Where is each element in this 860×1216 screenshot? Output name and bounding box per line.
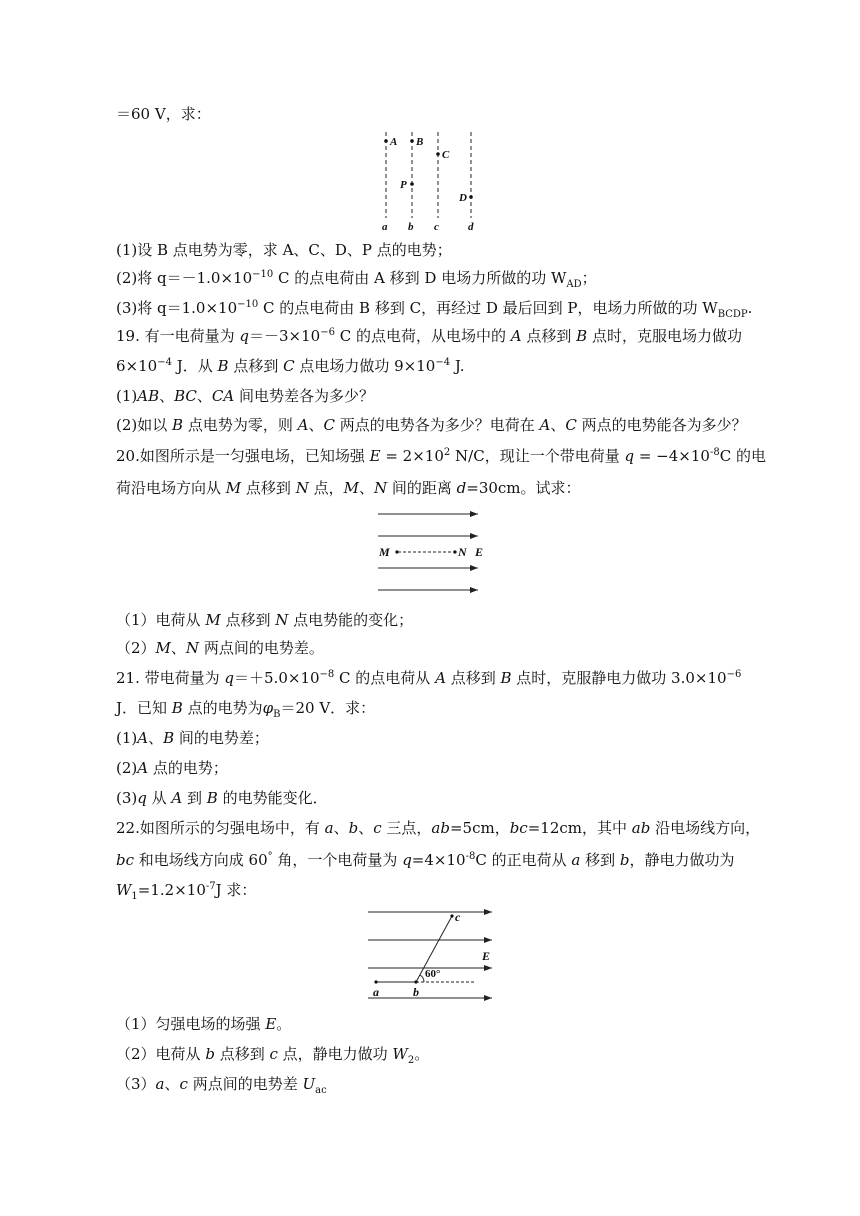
- var: B: [500, 669, 512, 687]
- text: 点移到: [214, 1045, 270, 1063]
- text: 角，一个电荷量为: [272, 851, 403, 869]
- text: (2)将 q＝－1.0×10: [116, 269, 253, 287]
- label-field-e: E: [475, 545, 484, 559]
- text: (2)如以: [116, 416, 173, 434]
- superscript: °: [267, 851, 273, 862]
- text: 点时，克服静电力做功 3.0×10: [511, 669, 727, 687]
- text: =30cm。试求：: [466, 479, 581, 497]
- text: 点的电势为: [182, 699, 263, 717]
- text: C 的点电荷由 A 移到 D 电场力所做的功 W: [273, 269, 567, 287]
- text: 、: [148, 729, 164, 747]
- text: 点，静电力做功: [277, 1045, 393, 1063]
- text: 和电场线方向成 60: [134, 851, 268, 869]
- var: q: [624, 447, 635, 465]
- subscript: AD: [566, 279, 582, 290]
- text-line-15: [116, 728, 269, 748]
- text: C 的点电荷由 B 移到 C，再经过 D 最后回到 P，电场力所做的功 W: [258, 299, 718, 317]
- text: C 的正电荷从: [475, 851, 572, 869]
- text: 、: [196, 387, 212, 405]
- text: ＝＋5.0×10: [234, 669, 320, 687]
- text: ，静电力做功为: [629, 851, 735, 869]
- text-line-19: [116, 850, 734, 870]
- text: 点电势为零，则: [183, 416, 298, 434]
- figure-uniform-field-mn: [374, 506, 494, 598]
- label-point-b: b: [413, 985, 419, 999]
- superscript: -8: [465, 851, 476, 862]
- var: N: [185, 639, 200, 657]
- var: c: [269, 1045, 278, 1063]
- text-line-7: [116, 386, 374, 406]
- text: 移到: [580, 851, 620, 869]
- label-point-c: c: [455, 910, 461, 924]
- text: （1）电荷从: [116, 611, 206, 629]
- var: φ: [262, 699, 274, 717]
- text-line-11: [116, 610, 413, 630]
- text: = −4×10: [634, 447, 710, 465]
- var: M: [225, 479, 242, 497]
- var: q: [402, 851, 412, 869]
- text: 点移到: [445, 669, 501, 687]
- text: 、: [333, 819, 349, 837]
- text: 两点间的电势差。: [199, 639, 324, 657]
- text: 、: [308, 416, 324, 434]
- text-line-18: [116, 818, 760, 838]
- text-line-23: [116, 1074, 327, 1094]
- var: B: [217, 357, 229, 375]
- text: (3)将 q＝1.0×10: [116, 299, 238, 317]
- var: U: [302, 1075, 316, 1093]
- text: 21. 带电荷量为: [116, 669, 225, 687]
- text: ＝60 V，求：: [116, 105, 211, 123]
- text: 6×10: [116, 357, 158, 375]
- var: b: [205, 1045, 215, 1063]
- text: C 的点电荷从: [334, 669, 436, 687]
- var: N: [295, 479, 309, 497]
- label-line-b: b: [408, 221, 414, 233]
- var: M: [205, 611, 221, 629]
- var: C: [323, 416, 335, 434]
- text: 点，: [308, 479, 344, 497]
- var: b: [619, 851, 630, 869]
- text-line-17: [116, 788, 328, 808]
- text-line-8: [116, 415, 747, 435]
- text-line-2: [116, 240, 452, 260]
- superscript: −6: [726, 669, 742, 680]
- var: E: [369, 447, 381, 465]
- var: A: [137, 729, 149, 747]
- var: A: [171, 789, 183, 807]
- var: q: [137, 789, 147, 807]
- var: a: [571, 851, 581, 869]
- text: 、: [159, 387, 175, 405]
- text: C 的点电荷，从电场中的: [334, 327, 511, 345]
- text-line-13: [116, 668, 741, 688]
- text: 点移到: [241, 479, 296, 497]
- text: （1）匀强电场的场强: [116, 1015, 266, 1033]
- text-line-10: [116, 478, 581, 498]
- text: 间的电势差；: [174, 729, 269, 747]
- text: 点的电势；: [148, 759, 228, 777]
- text: = 2×10: [380, 447, 444, 465]
- label-point-a: a: [373, 985, 379, 999]
- text: 点移到: [228, 357, 284, 375]
- text: 间的距离: [387, 479, 457, 497]
- subscript: 2: [407, 1055, 415, 1066]
- text: J 求：: [215, 881, 257, 899]
- label-point-m: M: [379, 545, 390, 559]
- var: ab: [631, 819, 651, 837]
- text: （3）: [116, 1075, 156, 1093]
- text: 、: [164, 1075, 180, 1093]
- var: bc: [509, 819, 528, 837]
- text: C 的电: [719, 447, 766, 465]
- text: (1): [116, 729, 138, 747]
- subscript: ac: [315, 1085, 327, 1096]
- var: BC: [174, 387, 197, 405]
- label-line-d: d: [468, 221, 474, 233]
- var: a: [324, 819, 334, 837]
- label-point-p: P: [400, 179, 407, 191]
- text: 、: [358, 479, 374, 497]
- label-line-a: a: [382, 221, 388, 233]
- text: (1)设 B 点电势为零，求 A、C、D、P 点的电势；: [116, 241, 452, 259]
- superscript: -8: [709, 447, 720, 458]
- var: B: [172, 416, 184, 434]
- text: ；: [581, 269, 597, 287]
- var: bc: [116, 851, 135, 869]
- var: C: [565, 416, 577, 434]
- var: AB: [137, 387, 160, 405]
- text: N/C，现让一个带电荷量: [450, 447, 625, 465]
- text-line-6: [116, 356, 464, 376]
- var: c: [373, 819, 382, 837]
- var: B: [163, 729, 175, 747]
- text-line-16: [116, 758, 228, 778]
- text: 荷沿电场方向从: [116, 479, 226, 497]
- var: M: [343, 479, 359, 497]
- text-line-22: [116, 1044, 429, 1064]
- text: （2）电荷从: [116, 1045, 206, 1063]
- var: A: [539, 416, 551, 434]
- superscript: −4: [435, 357, 451, 368]
- text: (3): [116, 789, 138, 807]
- text: 两点的电势各为多少？电荷在: [334, 416, 540, 434]
- text: 间电势差各为多少？: [234, 387, 375, 405]
- text: 点时，克服电场力做功: [587, 327, 742, 345]
- text: 、: [170, 639, 186, 657]
- superscript: -7: [205, 881, 216, 892]
- text: 从: [146, 789, 172, 807]
- text: 的电势能变化．: [217, 789, 328, 807]
- var: N: [275, 611, 289, 629]
- label-point-a-upper: A: [390, 136, 398, 148]
- figure-equipotential-lines: [370, 128, 490, 234]
- text-line-12: [116, 638, 324, 658]
- text: ＝20 V．求：: [280, 699, 376, 717]
- text: (2): [116, 759, 138, 777]
- text-line-3: [116, 268, 597, 288]
- label-point-d-upper: D: [459, 192, 467, 204]
- var: c: [179, 1075, 188, 1093]
- text: 22.如图所示的匀强电场中，有: [116, 819, 325, 837]
- text: 到: [182, 789, 207, 807]
- superscript: 2: [443, 447, 451, 458]
- var: C: [283, 357, 295, 375]
- text: 。: [414, 1045, 430, 1063]
- var: A: [297, 416, 309, 434]
- var: W: [392, 1045, 408, 1063]
- var: q: [239, 327, 250, 345]
- text: 、: [550, 416, 566, 434]
- text: J.: [450, 357, 465, 375]
- var: E: [265, 1015, 277, 1033]
- text: J．已知: [116, 699, 172, 717]
- text: 沿电场线方向，: [650, 819, 761, 837]
- var: q: [224, 669, 235, 687]
- superscript: −4: [157, 357, 172, 368]
- text: 点电场力做功 9×10: [294, 357, 436, 375]
- label-field-e: E: [482, 949, 491, 963]
- text: 点电势能的变化；: [288, 611, 414, 629]
- var: B: [206, 789, 218, 807]
- var: B: [171, 699, 183, 717]
- text-line-1: [116, 104, 211, 124]
- superscript: −10: [252, 269, 274, 280]
- text-line-20: [116, 880, 256, 900]
- label-line-c: c: [434, 221, 439, 233]
- var: M: [155, 639, 171, 657]
- superscript: −6: [320, 327, 335, 338]
- superscript: −8: [319, 669, 335, 680]
- var: A: [137, 759, 149, 777]
- text: =5cm，: [449, 819, 510, 837]
- subscript: B: [273, 709, 281, 720]
- var: B: [576, 327, 588, 345]
- text: 两点间的电势差: [187, 1075, 303, 1093]
- subscript: 1: [131, 891, 138, 902]
- text-line-9: [116, 446, 766, 466]
- text: ＝－3×10: [249, 327, 321, 345]
- text: 。: [276, 1015, 292, 1033]
- label-angle: 60°: [425, 968, 441, 980]
- text: J．从: [171, 357, 218, 375]
- text: (1): [116, 387, 138, 405]
- text: .: [747, 299, 753, 317]
- text: =4×10: [411, 851, 466, 869]
- text: 三点，: [381, 819, 432, 837]
- figure-abc-field: [364, 904, 498, 1004]
- var: W: [116, 881, 132, 899]
- var: A: [435, 669, 446, 687]
- var: d: [456, 479, 467, 497]
- text: 两点的电势能各为多少？: [576, 416, 747, 434]
- label-point-c-upper: C: [442, 149, 450, 161]
- label-point-b-upper: B: [416, 136, 424, 148]
- var: A: [510, 327, 522, 345]
- text: =12cm，其中: [527, 819, 632, 837]
- var: CA: [211, 387, 235, 405]
- var: ab: [431, 819, 450, 837]
- text-line-5: [116, 326, 742, 346]
- text-line-14: [116, 698, 375, 718]
- label-point-n: N: [458, 545, 467, 559]
- text: 点移到: [521, 327, 577, 345]
- text: 点移到: [220, 611, 276, 629]
- var: N: [373, 479, 388, 497]
- var: b: [348, 819, 359, 837]
- text: 19. 有一电荷量为: [116, 327, 240, 345]
- superscript: −10: [237, 299, 259, 310]
- text: （2）: [116, 639, 156, 657]
- text: 20.如图所示是一匀强电场，已知场强: [116, 447, 370, 465]
- text-line-21: [116, 1014, 291, 1034]
- subscript: BCDP: [717, 309, 748, 320]
- text: 、: [358, 819, 374, 837]
- text: =1.2×10: [137, 881, 206, 899]
- var: a: [155, 1075, 165, 1093]
- text-line-4: [116, 298, 752, 318]
